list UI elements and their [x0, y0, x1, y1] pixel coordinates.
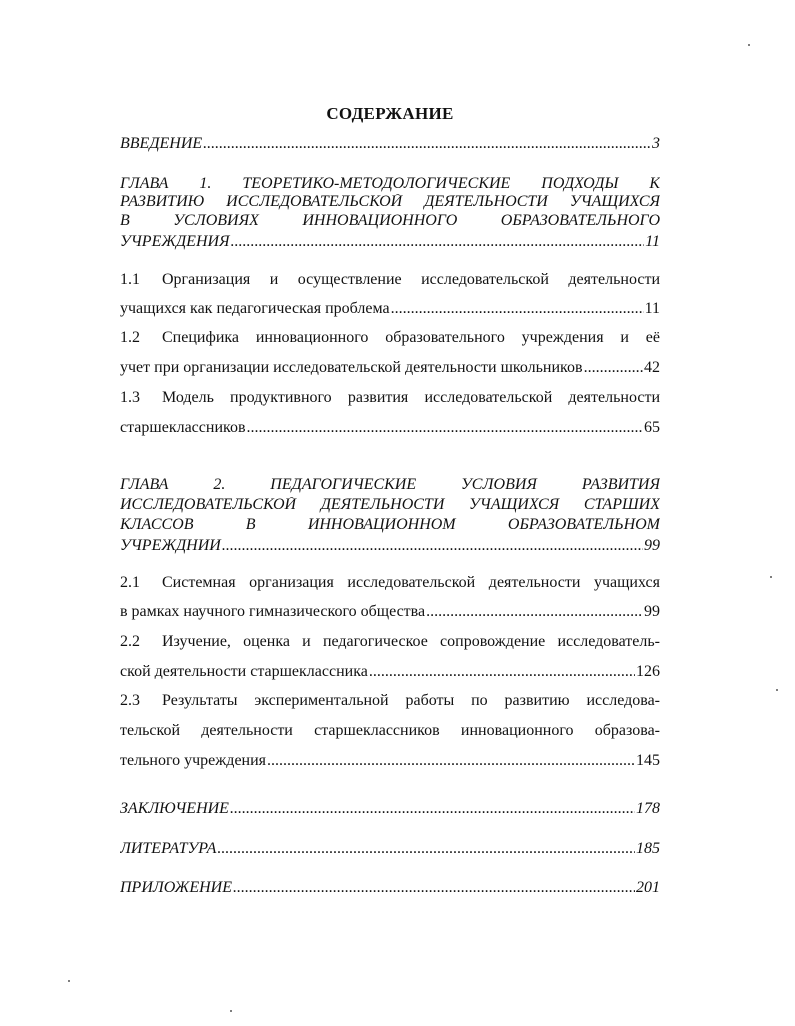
toc-entry-section-1-3	[120, 420, 660, 436]
section-title-cont: в рамках научного гимназического общества	[120, 604, 426, 620]
chapter2-heading-line4: УЧРЕЖДНИИ	[120, 538, 221, 554]
toc-entry-label: ЛИТЕРАТУРА	[120, 841, 217, 857]
section-2-3-line2: тельской деятельности старшеклассников инновационного образова-	[120, 723, 660, 739]
page-title: СОДЕРЖАНИЕ	[326, 104, 454, 123]
section-number: 1.2	[120, 330, 140, 346]
dot-leader	[391, 301, 644, 317]
dot-leader	[247, 420, 643, 436]
section-1-2-line1	[120, 330, 660, 346]
toc-entry-appendix	[120, 880, 660, 896]
toc-page-number: 99	[644, 538, 660, 554]
section-title: Модель продуктивного развития исследовательской деятельности	[162, 390, 660, 406]
toc-entry-label: ВВЕДЕНИЕ	[120, 136, 203, 152]
section-title: Результаты экспериментальной работы по развитию исследова-	[162, 693, 660, 709]
toc-entry-section-2-3	[120, 753, 660, 769]
section-title: Специфика инновационного образовательного учреждения и её	[162, 330, 660, 346]
scan-speck	[68, 980, 70, 982]
section-title-cont: тельного учреждения	[120, 753, 267, 769]
section-2-1-line1	[120, 575, 660, 591]
chapter2-heading-line2: ИССЛЕДОВАТЕЛЬСКОЙ ДЕЯТЕЛЬНОСТИ УЧАЩИХСЯ СТАРШИХ	[120, 497, 660, 513]
chapter1-heading-line4: УЧРЕЖДЕНИЯ	[120, 234, 230, 250]
toc-entry-literature	[120, 841, 660, 857]
section-number: 2.1	[120, 575, 140, 591]
toc-page-number: 65	[644, 420, 660, 436]
scan-speck	[230, 1010, 232, 1012]
dot-leader	[584, 360, 643, 376]
toc-entry-intro	[120, 136, 660, 152]
toc-page-number: 178	[636, 801, 660, 817]
toc-page-number: 3	[652, 136, 660, 152]
toc-page-number: 185	[636, 841, 660, 857]
toc-page-number: 11	[644, 301, 660, 317]
toc-entry-conclusion	[120, 801, 660, 817]
section-title: Системная организация исследовательской деятельности учащихся	[162, 575, 660, 591]
chapter2-heading-line1: ГЛАВА 2. ПЕДАГОГИЧЕСКИЕ УСЛОВИЯ РАЗВИТИЯ	[120, 477, 660, 493]
chapter2-heading-line3: КЛАССОВ В ИННОВАЦИОННОМ ОБРАЗОВАТЕЛЬНОМ	[120, 517, 660, 533]
scan-speck	[748, 44, 750, 46]
toc-entry-section-2-1	[120, 604, 660, 620]
toc-page-number: 145	[636, 753, 660, 769]
dot-leader	[369, 664, 635, 680]
toc-entry-label: ПРИЛОЖЕНИЕ	[120, 880, 232, 896]
section-title: Изучение, оценка и педагогическое сопровождение исследователь-	[162, 634, 660, 650]
section-number: 1.1	[120, 272, 140, 288]
dot-leader	[203, 136, 651, 152]
section-title-cont: учет при организации исследовательской деятельности школьников	[120, 360, 583, 376]
dot-leader	[233, 880, 635, 896]
toc-entry-section-2-2	[120, 664, 660, 680]
toc-page-number: 201	[636, 880, 660, 896]
scan-speck	[770, 576, 772, 578]
chapter1-heading-line3: В УСЛОВИЯХ ИННОВАЦИОННОГО ОБРАЗОВАТЕЛЬНОГО	[120, 213, 660, 229]
chapter1-heading-line1: ГЛАВА 1. ТЕОРЕТИКО-МЕТОДОЛОГИЧЕСКИЕ ПОДХОДЫ К	[120, 176, 660, 192]
toc-entry-chapter1	[120, 234, 660, 250]
section-2-3-line1	[120, 693, 660, 709]
section-title-cont: учащихся как педагогическая проблема	[120, 301, 390, 317]
chapter1-heading-line2: РАЗВИТИЮ ИССЛЕДОВАТЕЛЬСКОЙ ДЕЯТЕЛЬНОСТИ УЧАЩИХСЯ	[120, 194, 660, 210]
dot-leader	[217, 841, 635, 857]
toc-page-number: 99	[644, 604, 660, 620]
toc-entry-section-1-2	[120, 360, 660, 376]
section-number: 2.2	[120, 634, 140, 650]
section-2-2-line1	[120, 634, 660, 650]
toc-entry-label: ЗАКЛЮЧЕНИЕ	[120, 801, 229, 817]
dot-leader	[231, 234, 645, 250]
toc-entry-chapter2	[120, 538, 660, 554]
dot-leader	[222, 538, 643, 554]
dot-leader	[426, 604, 643, 620]
section-1-1-line1	[120, 272, 660, 288]
section-number: 1.3	[120, 390, 140, 406]
toc-entry-section-1-1	[120, 301, 660, 317]
section-title: Организация и осуществление исследовательской деятельности	[162, 272, 660, 288]
toc-page-number: 42	[644, 360, 660, 376]
toc-page-number: 11	[645, 234, 660, 250]
section-1-3-line1	[120, 390, 660, 406]
toc-page-number: 126	[636, 664, 660, 680]
section-title-cont: ской деятельности старшеклассника	[120, 664, 368, 680]
scan-speck	[776, 689, 778, 691]
dot-leader	[267, 753, 635, 769]
dot-leader	[230, 801, 635, 817]
section-number: 2.3	[120, 693, 140, 709]
section-title-cont: старшеклассников	[120, 420, 246, 436]
